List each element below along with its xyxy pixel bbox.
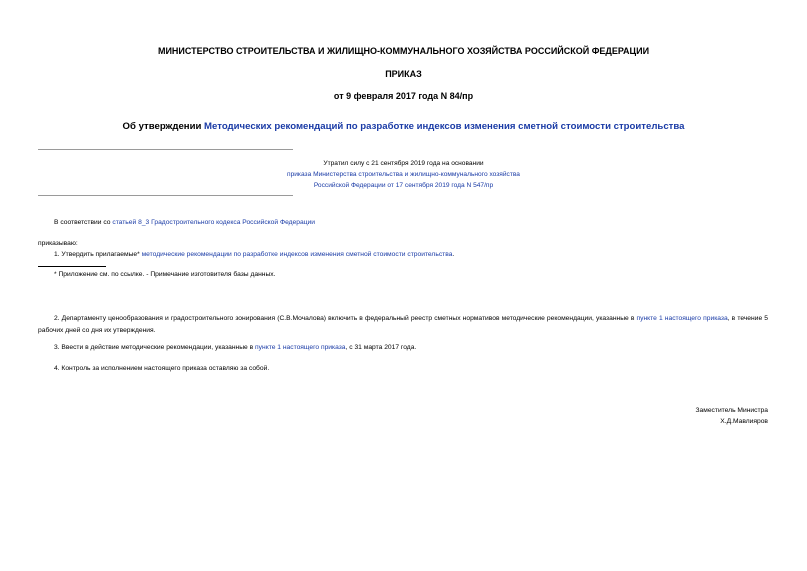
item-3-link[interactable]: пункте 1 настоящего приказа: [255, 344, 346, 351]
status-note-link-line2[interactable]: Российской Федерации от 17 сентября 2019 года N 547/пр: [313, 182, 494, 189]
item-2: [38, 313, 768, 336]
item-3: [54, 344, 416, 351]
item-3-prefix: 3. Ввести в действие методические рекомендации, указанные в: [54, 344, 256, 351]
ministry-name: МИНИСТЕРСТВО СТРОИТЕЛЬСТВА И ЖИЛИЩНО-КОММУНАЛЬНОГО ХОЗЯЙСТВА РОССИЙСКОЙ ФЕДЕРАЦИИ: [157, 46, 650, 56]
footnote: * Приложение см. по ссылке. - Примечание изготовителя базы данных.: [54, 271, 276, 278]
signature-position: Заместитель Министра: [695, 407, 768, 414]
item-4: 4. Контроль за исполнением настоящего приказа оставляю за собой.: [54, 365, 270, 372]
preamble-link[interactable]: статьей 8_3 Градостроительного кодекса Российской Федерации: [112, 219, 315, 226]
document-date-number: от 9 февраля 2017 года N 84/пр: [333, 91, 474, 101]
item-1-prefix: 1. Утвердить прилагаемые*: [54, 251, 142, 258]
orders-word: приказываю:: [38, 240, 78, 247]
item-1-suffix: .: [452, 251, 455, 258]
item-2-prefix: 2. Департаменту ценообразования и градостроительного зонирования (С.В.Мочалова) включить в федеральный реестр сметных нормативов методические рекомендации, указанные в: [54, 315, 637, 322]
item-2-link[interactable]: пункте 1 настоящего приказа: [636, 315, 728, 322]
divider-top: [38, 149, 293, 150]
preamble: [54, 219, 315, 226]
title-link[interactable]: Методических рекомендаций по разработке индексов изменения сметной стоимости строительства: [204, 121, 685, 132]
status-note-link-line1[interactable]: приказа Министерства строительства и жилищно-коммунального хозяйства: [287, 171, 520, 178]
item-3-suffix: , с 31 марта 2017 года.: [345, 344, 417, 351]
status-note-line1: Утратил силу с 21 сентября 2019 года на основании: [323, 160, 484, 167]
item-2-suffix: , в течение 5 рабочих дней со дня их утверждения.: [38, 315, 768, 334]
signature-name: Х.Д.Мавлияров: [720, 418, 768, 425]
title-prefix: Об утверждении: [122, 121, 205, 132]
document-title: [0, 121, 807, 132]
preamble-prefix: В соответствии со: [54, 219, 113, 226]
footnote-divider: [38, 266, 106, 267]
document-type: ПРИКАЗ: [385, 69, 422, 79]
divider-bottom: [38, 195, 293, 196]
item-1: [54, 251, 454, 258]
item-1-link[interactable]: методические рекомендации по разработке индексов изменения сметной стоимости строительства: [141, 251, 453, 258]
